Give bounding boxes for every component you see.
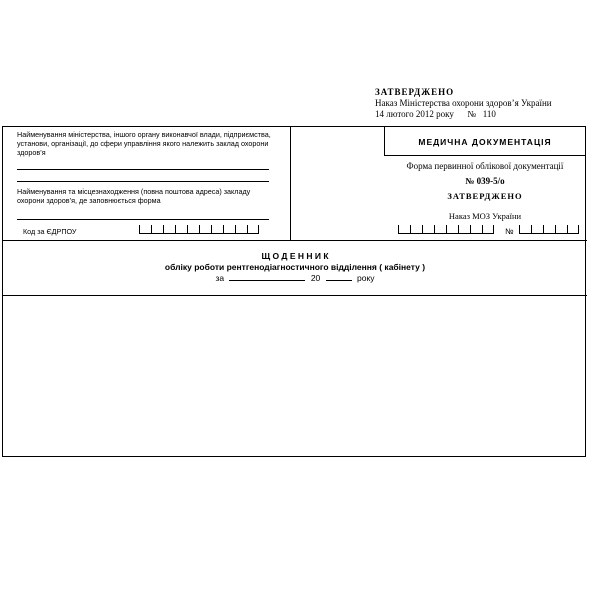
- approval-date-number: 14 лютого 2012 року № 110: [375, 109, 496, 119]
- header-divider: [290, 127, 291, 240]
- facility-line[interactable]: [17, 219, 269, 220]
- period-prefix: за: [215, 273, 225, 283]
- form-number: № 039-5/о: [465, 176, 505, 186]
- approval-order: Наказ Міністерства охорони здоров’я України: [375, 98, 552, 108]
- diary-title: Щ О Д Е Н Н И К: [261, 251, 329, 261]
- period-year: 20: [310, 273, 321, 283]
- diary-body[interactable]: [3, 296, 587, 456]
- period-year-blank[interactable]: [326, 280, 352, 281]
- approval-block: [375, 87, 552, 120]
- moz-order: Наказ МОЗ України: [448, 211, 522, 221]
- form-type: Форма первинної облікової документації: [406, 161, 564, 171]
- form-frame: [2, 126, 586, 457]
- ministry-line-2[interactable]: [17, 181, 269, 182]
- period-blank[interactable]: [229, 280, 305, 281]
- period-line: [3, 273, 587, 283]
- diary-subtitle: обліку роботи рентгенодіагностичного відділення ( кабінету ): [164, 262, 426, 272]
- facility-label: Найменування та місцезнаходження (повна поштова адреса) закладу охорони здоров’я, де заповнюється форма: [17, 187, 251, 205]
- ministry-label: Найменування міністерства, іншого органу виконавчої влади, підприємства, установи, організації, до сфери управління якого належить заклад охорони здоров’я: [17, 130, 271, 157]
- order-number-boxes[interactable]: [519, 225, 579, 235]
- order-number-sign: №: [505, 227, 514, 236]
- form-approved: ЗАТВЕРДЖЕНО: [447, 191, 523, 201]
- right-heading-separator: [384, 155, 586, 156]
- order-date-boxes[interactable]: [398, 225, 494, 235]
- medical-doc-heading: МЕДИЧНА ДОКУМЕНТАЦІЯ: [418, 137, 552, 147]
- header-bottom-line: [3, 240, 587, 241]
- ministry-line-1[interactable]: [17, 169, 269, 170]
- edrpou-label: Код за ЄДРПОУ: [23, 227, 77, 236]
- period-suffix: року: [357, 273, 375, 283]
- approval-title: ЗАТВЕРДЖЕНО: [375, 87, 455, 97]
- edrpou-boxes[interactable]: [139, 225, 259, 235]
